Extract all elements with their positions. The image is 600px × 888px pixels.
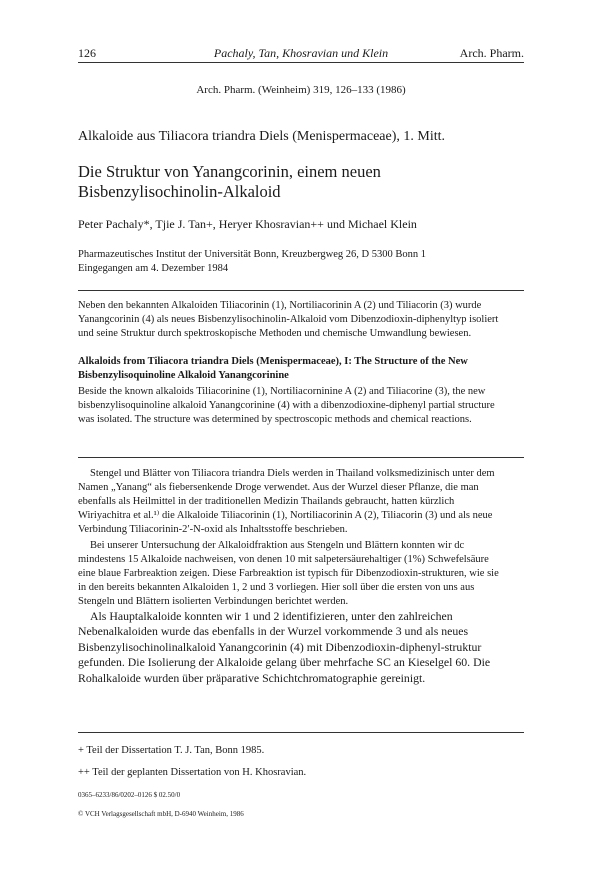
header-rule (78, 62, 524, 63)
abstract-en-title-line: Bisbenzylisoquinoline Alkaloid Yanangcorinine (78, 370, 289, 381)
body-line: mindestens 15 Alkaloide nachweisen, von denen 10 mit salpetersäurehaltiger (1%) Schwefelsäure (78, 554, 489, 565)
body-paragraph-1 (78, 467, 524, 537)
received-date: Eingegangen am 4. Dezember 1984 (78, 262, 229, 274)
author-list: Peter Pachaly*, Tjie J. Tan+, Heryer Khosravian++ und Michael Klein (78, 217, 417, 231)
abstract-english (78, 385, 524, 427)
article-title-line-2: Bisbenzylisochinolin-Alkaloid (78, 182, 281, 201)
abstract-english-title (78, 355, 524, 383)
abstract-top-rule (78, 290, 524, 291)
running-header (78, 45, 524, 61)
affiliation: Pharmazeutisches Institut der Universität Bonn, Kreuzbergweg 26, D 5300 Bonn 1 (78, 249, 426, 260)
affiliation-block (78, 248, 524, 275)
abstract-en-title-line: Alkaloids from Tiliacora triandra Diels (Menispermaceae), I: The Structure of the New (78, 356, 468, 367)
body-line: gefunden. Die Isolierung der Alkaloide gelang über mehrfache SC an Kieselgel 60. Die (78, 655, 491, 670)
abstract-en-line: was isolated. The structure was determined by spectroscopic methods and chemical reactions. (78, 414, 472, 425)
body-line: Nebenalkaloiden wurde das ebenfalls in der Wurzel vorkommende 3 und als neues (78, 624, 469, 639)
body-line: Als Hauptalkaloide konnten wir 1 und 2 identifizieren, unter den zahlreichen (90, 609, 453, 623)
article-title (78, 162, 524, 202)
abstract-german (78, 299, 524, 341)
abstract-en-line: Beside the known alkaloids Tiliacorinine (1), Nortiliacorninine A (2) and Tiliacorine (3), the new (78, 386, 486, 397)
abstract-de-line: Yanangcorinin (4) als neues Bisbenzylisochinolin-Alkaloid vom Dibenzodioxin-diphenyltyp isoliert (78, 314, 499, 325)
body-line: in den bereits bekannten Alkaloiden 1, 2 und 3 vorliegen. Hier soll über die ersten von uns aus (78, 582, 475, 593)
footnote-2: ++ Teil der geplanten Dissertation von H. Khosravian. (78, 767, 307, 778)
body-line: Wiriyachitra et al.¹⁾ die Alkaloide Tiliacorinin (1), Nortiliacorinin A (2), Tiliacorin (3) und als neue (78, 510, 493, 521)
body-line: Stengel und Blätter von Tiliacora triandra Diels werden in Thailand volksmedizinisch unter dem (90, 468, 495, 479)
body-paragraph-2 (78, 539, 524, 609)
journal-short-name: Arch. Pharm. (459, 46, 524, 60)
body-line: Stengeln und Blättern isolierten Verbindungen berichtet werden. (78, 596, 349, 607)
article-title-line-1: Die Struktur von Yanangcorinin, einem neuen (78, 162, 381, 181)
body-line: Namen „Yanang“ als fiebersenkende Droge verwendet. Aus der Wurzel dieser Pflanze, die man (78, 482, 479, 493)
body-paragraph-3 (78, 609, 524, 686)
body-line: eine blaue Farbreaktion zeigen. Diese Farbreaktion ist typisch für Dibenzodioxin-strukturen, wie sie (78, 568, 499, 579)
citation-line: Arch. Pharm. (Weinheim) 319, 126–133 (1986) (196, 84, 406, 96)
issn-line: 0365–6233/86/0202–0126 $ 02.50/0 (78, 791, 181, 799)
abstract-de-line: Neben den bekannten Alkaloiden Tiliacorinin (1), Nortiliacorinin A (2) und Tiliacorin (3) wurde (78, 300, 482, 311)
body-line: Bei unserer Untersuchung der Alkaloidfraktion aus Stengeln und Blättern konnten wir dc (90, 540, 465, 551)
abstract-bottom-rule (78, 457, 524, 458)
page-number: 126 (78, 46, 96, 60)
abstract-de-line: und seine Struktur durch spektroskopische Methoden und chemische Umwandlung bewiesen. (78, 328, 472, 339)
series-title: Alkaloide aus Tiliacora triandra Diels (Menispermaceae), 1. Mitt. (78, 129, 446, 144)
body-line: Verbindung Tiliacorinin-2′-N-oxid als Inhaltsstoffe beschrieben. (78, 524, 348, 535)
footnote-rule (78, 732, 524, 733)
footnote-1: + Teil der Dissertation T. J. Tan, Bonn 1985. (78, 745, 265, 756)
body-line: Rohalkaloide wurden über präparative Schichtchromatographie gereinigt. (78, 670, 426, 685)
abstract-en-line: bisbenzylisoquinoline alkaloid Yanangcorinine (4) with a dibenzodioxine-diphenyl partial structure (78, 400, 495, 411)
running-authors: Pachaly, Tan, Khosravian und Klein (213, 46, 389, 60)
body-line: Bisbenzylisochinolinalkaloid Yanangcorinin (4) mit Dibenzodioxin-diphenyl-struktur (78, 639, 482, 654)
body-line: ebenfalls als Heilmittel in der traditionellen Medizin Thailands gebraucht, hatten kürzlich (78, 496, 455, 507)
copyright-line: © VCH Verlagsgesellschaft mbH, D-6940 Weinheim, 1986 (78, 810, 244, 818)
